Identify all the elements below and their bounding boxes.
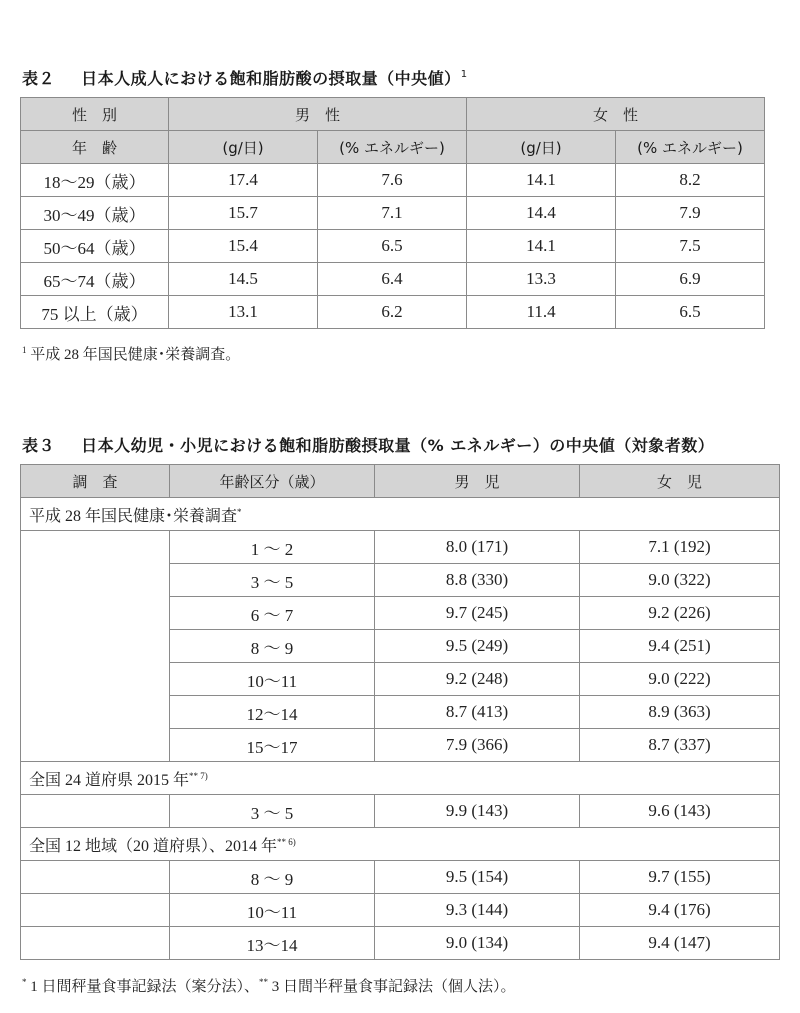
group-label-sup: * bbox=[237, 506, 242, 517]
cell-boys: 9.3 (144) bbox=[375, 894, 580, 927]
cell-female-g: 13.3 bbox=[467, 263, 616, 296]
footnote-text-1: 1 日間秤量食事記録法（案分法）、 bbox=[26, 979, 260, 995]
cell-male-pct: 6.5 bbox=[318, 230, 467, 263]
cell-girls: 8.7 (337) bbox=[580, 729, 780, 762]
cell-female-pct: 6.5 bbox=[616, 296, 765, 329]
table3-title bbox=[22, 433, 714, 456]
table-row bbox=[21, 861, 780, 894]
cell-age: 12～14 bbox=[170, 696, 375, 729]
cell-age: 8 ～ 9 bbox=[170, 630, 375, 663]
cell-age: 3 ～ 5 bbox=[170, 795, 375, 828]
footnote-text-2: 3 日間半秤量食事記録法（個人法）。 bbox=[268, 979, 516, 995]
cell-survey-blank bbox=[21, 531, 170, 762]
group-label-text: 平成 28 年国民健康･栄養調査 bbox=[29, 507, 238, 525]
group-label bbox=[21, 828, 780, 861]
cell-boys: 9.2 (248) bbox=[375, 663, 580, 696]
group-row-12-regions bbox=[21, 828, 780, 861]
table-row bbox=[21, 894, 780, 927]
cell-male-pct: 7.1 bbox=[318, 197, 467, 230]
header-male-pct: (% エネルギー) bbox=[318, 131, 467, 164]
cell-survey-blank bbox=[21, 861, 170, 894]
header-age: 年 齢 bbox=[21, 131, 169, 164]
cell-age: 3 ～ 5 bbox=[170, 564, 375, 597]
group-row-24-prefectures bbox=[21, 762, 780, 795]
table2-saturated-fat-adults bbox=[20, 97, 765, 329]
group-label-sup: ** 7) bbox=[189, 770, 208, 781]
table3-title-prefix: 表３ bbox=[22, 436, 56, 455]
cell-girls: 9.4 (176) bbox=[580, 894, 780, 927]
cell-boys: 9.5 (154) bbox=[375, 861, 580, 894]
cell-boys: 9.5 (249) bbox=[375, 630, 580, 663]
cell-male-pct: 6.2 bbox=[318, 296, 467, 329]
cell-female-pct: 8.2 bbox=[616, 164, 765, 197]
cell-age: 75 以上（歳） bbox=[21, 296, 169, 329]
table2-title-text: 日本人成人における飽和脂肪酸の摂取量（中央値） bbox=[81, 69, 461, 88]
header-girls: 女 児 bbox=[580, 465, 780, 498]
header-male-g: (g/日) bbox=[169, 131, 318, 164]
header-age-group: 年齢区分（歳） bbox=[170, 465, 375, 498]
cell-age: 10～11 bbox=[170, 894, 375, 927]
table2-title bbox=[22, 66, 468, 89]
group-label-text: 全国 24 道府県 2015 年 bbox=[29, 771, 190, 789]
table2-header-row-sex bbox=[21, 98, 765, 131]
cell-male-g: 14.5 bbox=[169, 263, 318, 296]
header-female-pct: (% エネルギー) bbox=[616, 131, 765, 164]
cell-girls: 9.4 (147) bbox=[580, 927, 780, 960]
cell-age: 8 ～ 9 bbox=[170, 861, 375, 894]
cell-girls: 7.1 (192) bbox=[580, 531, 780, 564]
cell-survey-blank bbox=[21, 894, 170, 927]
cell-male-pct: 6.4 bbox=[318, 263, 467, 296]
cell-male-g: 15.4 bbox=[169, 230, 318, 263]
cell-male-g: 17.4 bbox=[169, 164, 318, 197]
cell-male-g: 13.1 bbox=[169, 296, 318, 329]
cell-boys: 9.9 (143) bbox=[375, 795, 580, 828]
header-sex: 性 別 bbox=[21, 98, 169, 131]
table2-footnote bbox=[22, 343, 240, 364]
header-female: 女 性 bbox=[467, 98, 765, 131]
group-row-h28-survey bbox=[21, 498, 780, 531]
cell-girls: 9.6 (143) bbox=[580, 795, 780, 828]
cell-boys: 8.7 (413) bbox=[375, 696, 580, 729]
table2-footnote-text: 平成 28 年国民健康･栄養調査。 bbox=[30, 347, 241, 363]
table3-header-row bbox=[21, 465, 780, 498]
cell-boys: 7.9 (366) bbox=[375, 729, 580, 762]
table2-title-sup: 1 bbox=[460, 69, 468, 80]
table-row bbox=[21, 531, 780, 564]
cell-female-pct: 7.9 bbox=[616, 197, 765, 230]
table3-saturated-fat-children bbox=[20, 464, 780, 960]
table-row bbox=[21, 164, 765, 197]
table-row bbox=[21, 197, 765, 230]
cell-girls: 9.0 (222) bbox=[580, 663, 780, 696]
cell-age: 10～11 bbox=[170, 663, 375, 696]
cell-age: 13～14 bbox=[170, 927, 375, 960]
cell-male-g: 15.7 bbox=[169, 197, 318, 230]
cell-boys: 9.0 (134) bbox=[375, 927, 580, 960]
cell-age: 15～17 bbox=[170, 729, 375, 762]
cell-female-pct: 6.9 bbox=[616, 263, 765, 296]
cell-age: 50～64（歳） bbox=[21, 230, 169, 263]
cell-boys: 8.8 (330) bbox=[375, 564, 580, 597]
table2-footnote-mark: 1 bbox=[22, 345, 27, 355]
table2-title-prefix: 表２ bbox=[22, 69, 56, 88]
cell-age: 6 ～ 7 bbox=[170, 597, 375, 630]
cell-female-g: 14.1 bbox=[467, 164, 616, 197]
cell-survey-blank bbox=[21, 795, 170, 828]
group-label bbox=[21, 762, 780, 795]
header-boys: 男 児 bbox=[375, 465, 580, 498]
header-female-g: (g/日) bbox=[467, 131, 616, 164]
cell-girls: 9.2 (226) bbox=[580, 597, 780, 630]
cell-girls: 9.4 (251) bbox=[580, 630, 780, 663]
footnote-mark-double: ** bbox=[259, 977, 269, 987]
cell-female-g: 14.4 bbox=[467, 197, 616, 230]
header-survey: 調 査 bbox=[21, 465, 170, 498]
table-row bbox=[21, 230, 765, 263]
group-label bbox=[21, 498, 780, 531]
table-row bbox=[21, 927, 780, 960]
table2-header-row-age bbox=[21, 131, 765, 164]
table-row bbox=[21, 795, 780, 828]
cell-girls: 8.9 (363) bbox=[580, 696, 780, 729]
cell-survey-blank bbox=[21, 927, 170, 960]
group-label-sup: ** 6) bbox=[277, 836, 296, 847]
table-row bbox=[21, 296, 765, 329]
cell-boys: 9.7 (245) bbox=[375, 597, 580, 630]
group-label-text: 全国 12 地域（20 道府県）、2014 年 bbox=[29, 837, 278, 855]
cell-female-pct: 7.5 bbox=[616, 230, 765, 263]
cell-age: 18～29（歳） bbox=[21, 164, 169, 197]
cell-age: 1 ～ 2 bbox=[170, 531, 375, 564]
footnote-mark-single: * bbox=[22, 977, 27, 987]
table3-footnote bbox=[22, 975, 516, 996]
cell-male-pct: 7.6 bbox=[318, 164, 467, 197]
cell-girls: 9.0 (322) bbox=[580, 564, 780, 597]
table3-title-text: 日本人幼児・小児における飽和脂肪酸摂取量（% エネルギー）の中央値（対象者数） bbox=[81, 436, 715, 455]
cell-girls: 9.7 (155) bbox=[580, 861, 780, 894]
header-male: 男 性 bbox=[169, 98, 467, 131]
cell-age: 65～74（歳） bbox=[21, 263, 169, 296]
cell-female-g: 14.1 bbox=[467, 230, 616, 263]
cell-age: 30～49（歳） bbox=[21, 197, 169, 230]
cell-female-g: 11.4 bbox=[467, 296, 616, 329]
cell-boys: 8.0 (171) bbox=[375, 531, 580, 564]
table-row bbox=[21, 263, 765, 296]
